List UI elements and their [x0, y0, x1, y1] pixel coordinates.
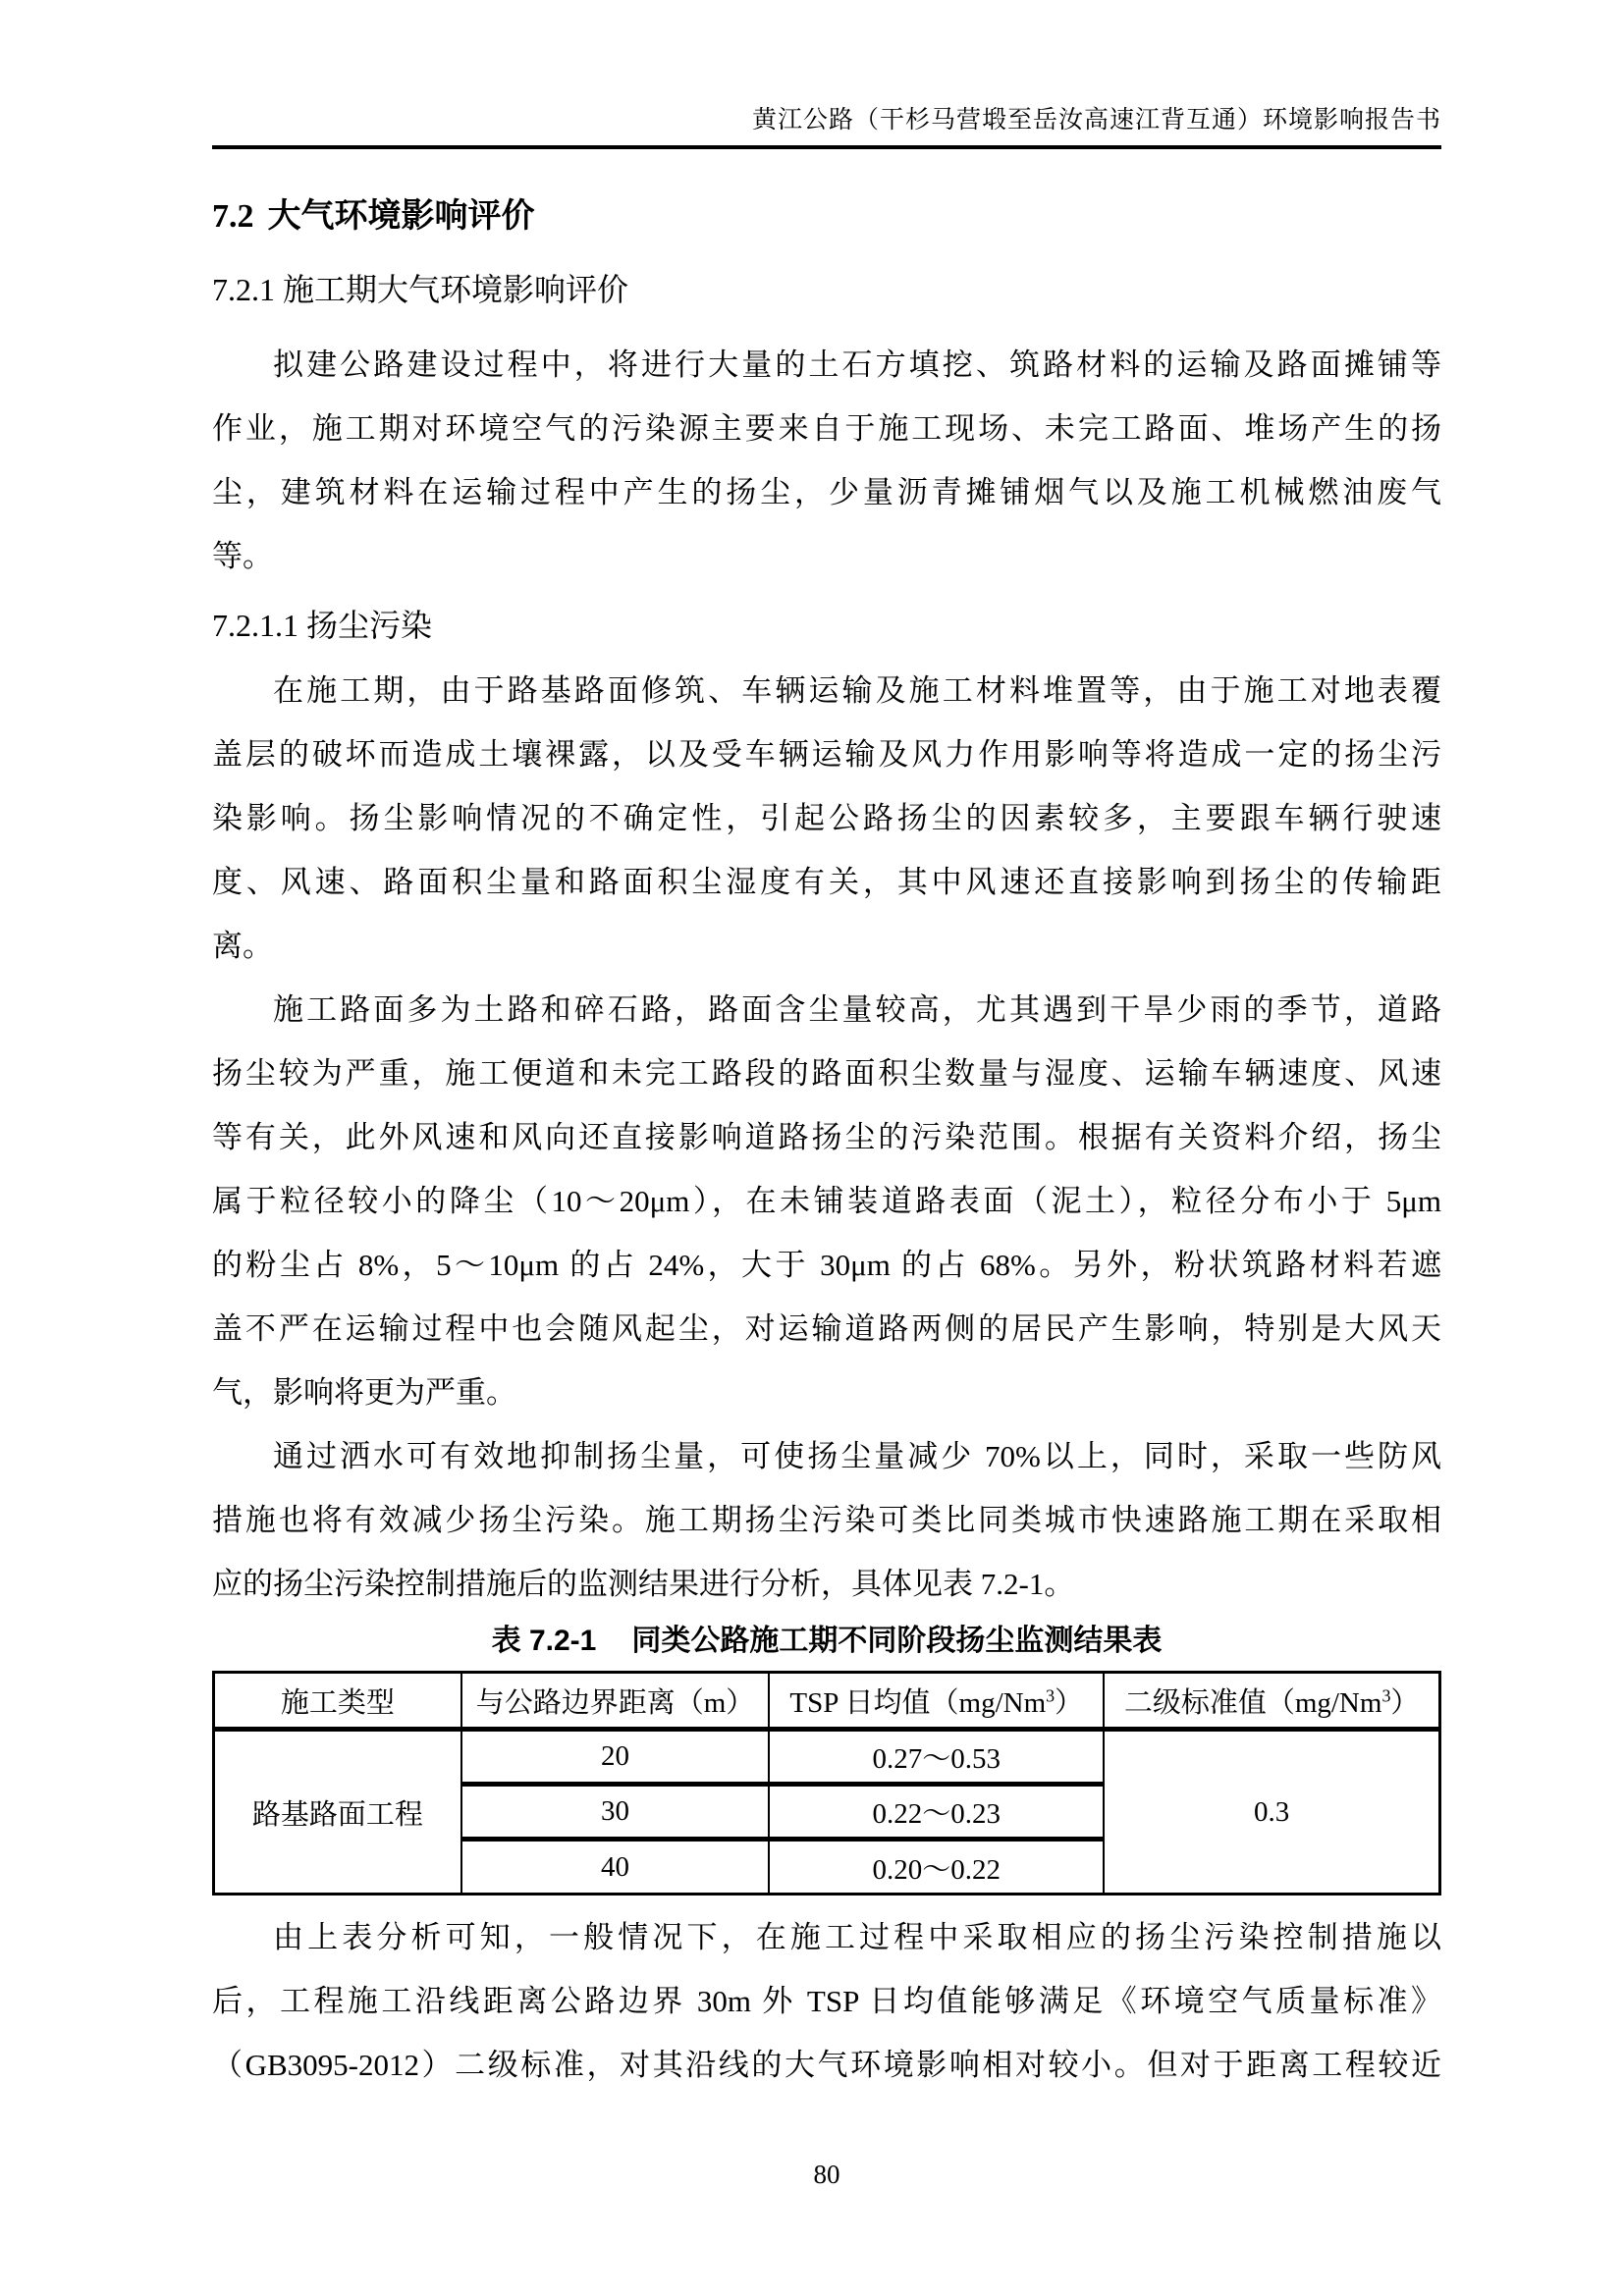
paragraph-line: 等。 — [212, 539, 273, 573]
paragraph-line: 离。 — [212, 929, 273, 963]
superscript: 3 — [1381, 1684, 1391, 1705]
paragraph-line: 拟建公路建设过程中，将进行大量的土石方填挖、筑路材料的运输及路面摊铺等 — [273, 347, 1441, 382]
paragraph-line: 染影响。扬尘影响情况的不确定性，引起公路扬尘的因素较多，主要跟车辆行驶速 — [212, 801, 1441, 835]
table-row — [214, 1730, 1440, 1785]
paragraph-line: 由上表分析可知，一般情况下，在施工过程中采取相应的扬尘污染控制措施以 — [273, 1920, 1441, 1954]
paragraph-line: 尘，建筑材料在运输过程中产生的扬尘，少量沥青摊铺烟气以及施工机械燃油废气 — [212, 475, 1441, 509]
paragraph-line: 作业，施工期对环境空气的污染源主要来自于施工现场、未完工路面、堆场产生的扬 — [212, 411, 1441, 446]
paragraph-line: 等有关，此外风速和风向还直接影响道路扬尘的污染范围。根据有关资料介绍，扬尘 — [212, 1120, 1441, 1154]
paragraph-line: 后，工程施工沿线距离公路边界 30m 外 TSP 日均值能够满足《环境空气质量标准》 — [212, 1984, 1441, 2018]
section-heading-7-2-1: 7.2.1 施工期大气环境影响评价 — [212, 272, 629, 307]
header-tsp-daily: TSP 日均值（mg/Nm$^3$） — [769, 1673, 1104, 1730]
section-heading-7-2-1-1: 7.2.1.1 扬尘污染 — [212, 608, 433, 643]
cell-distance: 40 — [461, 1840, 769, 1895]
page-number: 80 — [813, 2160, 840, 2189]
header-class2-standard: 二级标准值（mg/Nm$^3$） — [1104, 1673, 1439, 1730]
header-distance: 与公路边界距离（m） — [461, 1673, 769, 1730]
paragraph-table-analysis — [212, 1905, 1441, 2097]
dust-monitoring-table — [212, 1671, 1441, 1896]
page-content — [212, 0, 1441, 2189]
paragraph-dust-causes — [212, 659, 1441, 978]
paragraph-line: 通过洒水可有效地抑制扬尘量，可使扬尘量减少 70%以上，同时，采取一些防风 — [273, 1439, 1441, 1473]
cell-standard-value: 0.3 — [1104, 1730, 1439, 1895]
header-construction-type: 施工类型 — [214, 1673, 461, 1730]
header-rule — [212, 145, 1441, 149]
paragraph-line: 气，影响将更为严重。 — [212, 1375, 516, 1410]
cell-distance: 30 — [461, 1785, 769, 1840]
paragraph-line: 属于粒径较小的降尘（10～20μm），在未铺装道路表面（泥土），粒径分布小于 5μm — [212, 1184, 1441, 1218]
section-number: 7.2 — [212, 198, 254, 235]
paragraph-line: 施工路面多为土路和碎石路，路面含尘量较高，尤其遇到干旱少雨的季节，道路 — [273, 992, 1441, 1027]
paragraph-line: 盖不严在运输过程中也会随风起尘，对运输道路两侧的居民产生影响，特别是大风天 — [212, 1311, 1441, 1346]
running-header-title: 黄江公路（干杉马营塅至岳汝高速江背互通）环境影响报告书 — [751, 107, 1441, 133]
table-caption-label: 表 7.2-1 — [491, 1625, 597, 1657]
paragraph-road-dust-detail — [212, 978, 1441, 1424]
paragraph-water-spray — [212, 1424, 1441, 1616]
paragraph-line: 扬尘较为严重，施工便道和未完工路段的路面积尘数量与湿度、运输车辆速度、风速 — [212, 1056, 1441, 1091]
paragraph-line: （GB3095-2012）二级标准，对其沿线的大气环境影响相对较小。但对于距离工程较近 — [212, 2048, 1441, 2082]
section-title: 大气环境影响评价 — [267, 197, 535, 235]
paragraph-construction-sources — [212, 333, 1441, 588]
paragraph-line: 的粉尘占 8%，5～10μm 的占 24%，大于 30μm 的占 68%。另外，粉状筑路材料若遮 — [212, 1248, 1441, 1282]
paragraph-line: 度、风速、路面积尘量和路面积尘湿度有关，其中风速还直接影响到扬尘的传输距 — [212, 865, 1441, 899]
cell-tsp: 0.22～0.23 — [769, 1785, 1104, 1840]
table-header-row — [214, 1673, 1440, 1730]
paragraph-line: 措施也将有效减少扬尘污染。施工期扬尘污染可类比同类城市快速路施工期在采取相 — [212, 1503, 1441, 1537]
superscript: 3 — [1046, 1684, 1056, 1705]
paragraph-line: 盖层的破坏而造成土壤裸露，以及受车辆运输及风力作用影响等将造成一定的扬尘污 — [212, 737, 1441, 772]
cell-construction-type: 路基路面工程 — [214, 1730, 461, 1895]
cell-tsp: 0.27～0.53 — [769, 1730, 1104, 1785]
cell-tsp: 0.20～0.22 — [769, 1840, 1104, 1895]
table-caption-title: 同类公路施工期不同阶段扬尘监测结果表 — [631, 1625, 1163, 1657]
paragraph-line: 应的扬尘污染控制措施后的监测结果进行分析，具体见表 7.2-1。 — [212, 1567, 1075, 1601]
paragraph-line: 在施工期，由于路基路面修筑、车辆运输及施工材料堆置等，由于施工对地表覆 — [273, 673, 1441, 708]
cell-distance: 20 — [461, 1730, 769, 1785]
table-caption — [212, 1620, 1441, 1663]
section-heading-7-2 — [212, 196, 1441, 237]
